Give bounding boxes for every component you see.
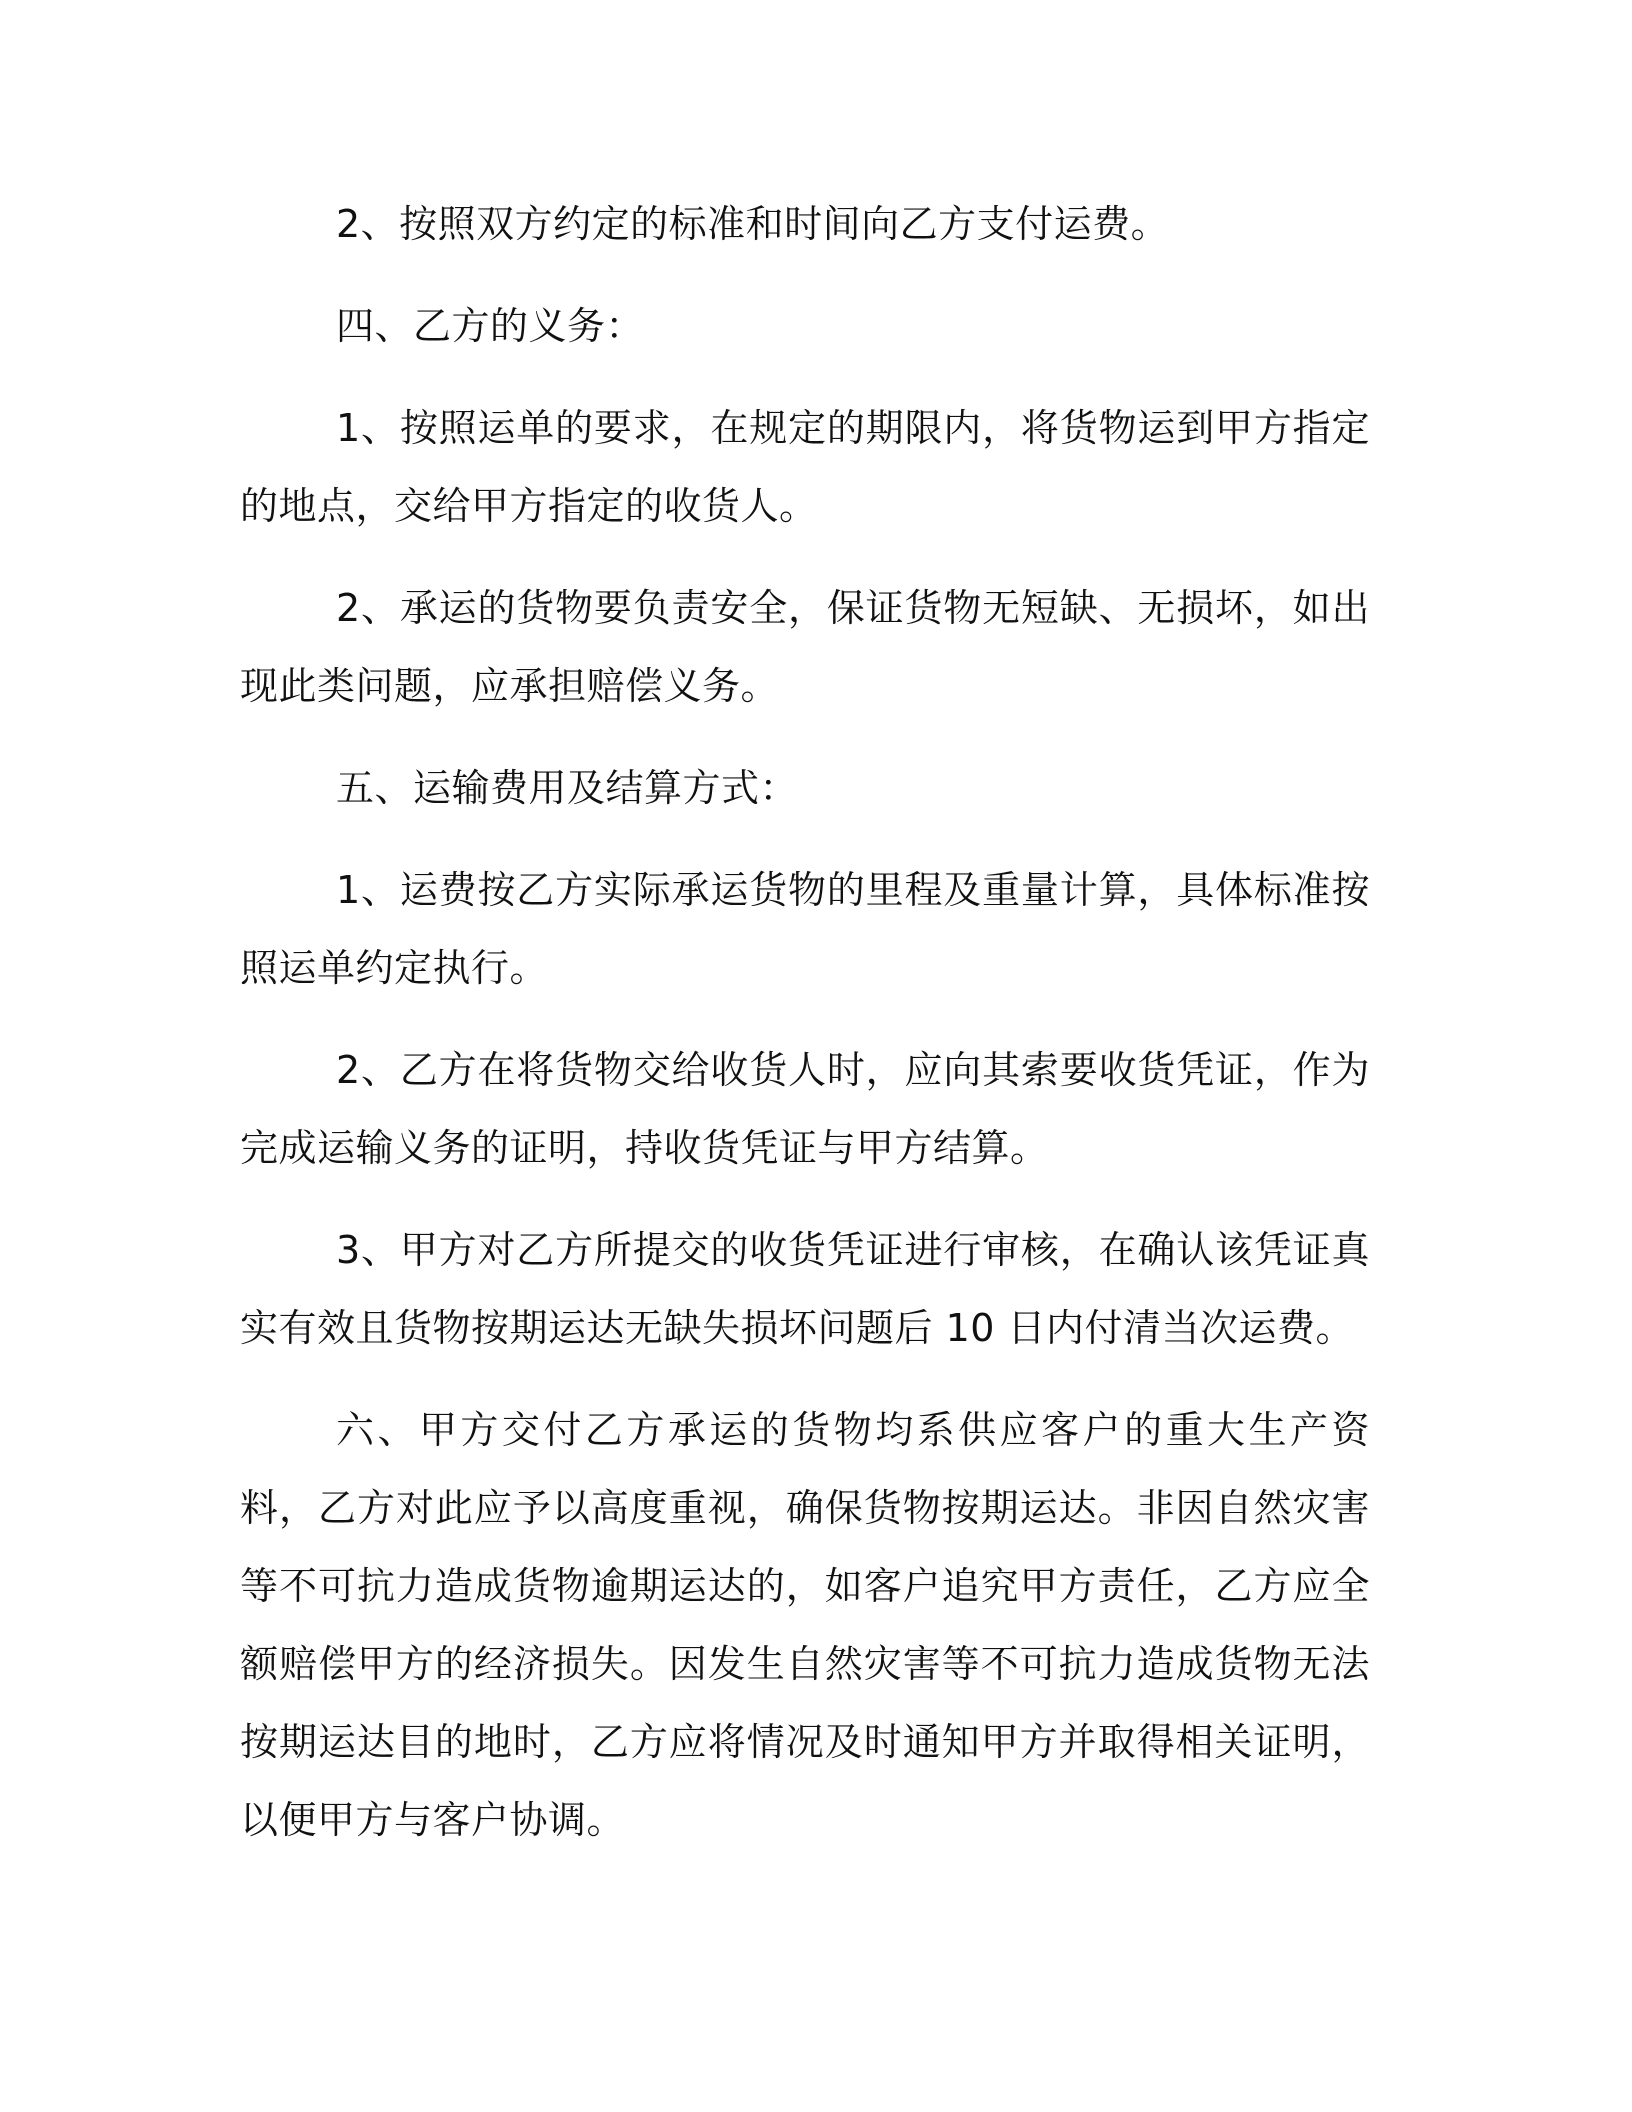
section-heading-party-b-obligations: 四、乙方的义务：	[336, 304, 645, 348]
paragraph-cargo-safety: 2、承运的货物要负责安全，保证货物无短缺、无损坏，如出现此类问题，应承担赔偿义务。	[240, 586, 1370, 708]
paragraph-payment-freight: 2、按照双方约定的标准和时间向乙方支付运费。	[336, 202, 1170, 246]
paragraph-delivery-requirement: 1、按照运单的要求，在规定的期限内，将货物运到甲方指定的地点，交给甲方指定的收货人。	[240, 406, 1370, 528]
section-heading-fees-settlement: 五、运输费用及结算方式：	[336, 766, 799, 810]
paragraph-freight-calculation: 1、运费按乙方实际承运货物的里程及重量计算，具体标准按照运单约定执行。	[240, 868, 1370, 990]
document-body	[240, 185, 1370, 1883]
paragraph-voucher-review: 3、甲方对乙方所提交的收货凭证进行审核，在确认该凭证真实有效且货物按期运达无缺失损坏问题后 10 日内付清当次运费。	[240, 1228, 1370, 1350]
paragraph-receipt-voucher: 2、乙方在将货物交给收货人时，应向其索要收货凭证，作为完成运输义务的证明，持收货凭证与甲方结算。	[240, 1048, 1370, 1170]
paragraph-section-six: 六、甲方交付乙方承运的货物均系供应客户的重大生产资料，乙方对此应予以高度重视，确保货物按期运达。非因自然灾害等不可抗力造成货物逾期运达的，如客户追究甲方责任，乙方应全额赔偿甲方的经济损失。因发生自然灾害等不可抗力造成货物无法按期运达目的地时，乙方应将情况及时通知甲方并取得相关证明，以便甲方与客户协调。	[240, 1408, 1370, 1842]
